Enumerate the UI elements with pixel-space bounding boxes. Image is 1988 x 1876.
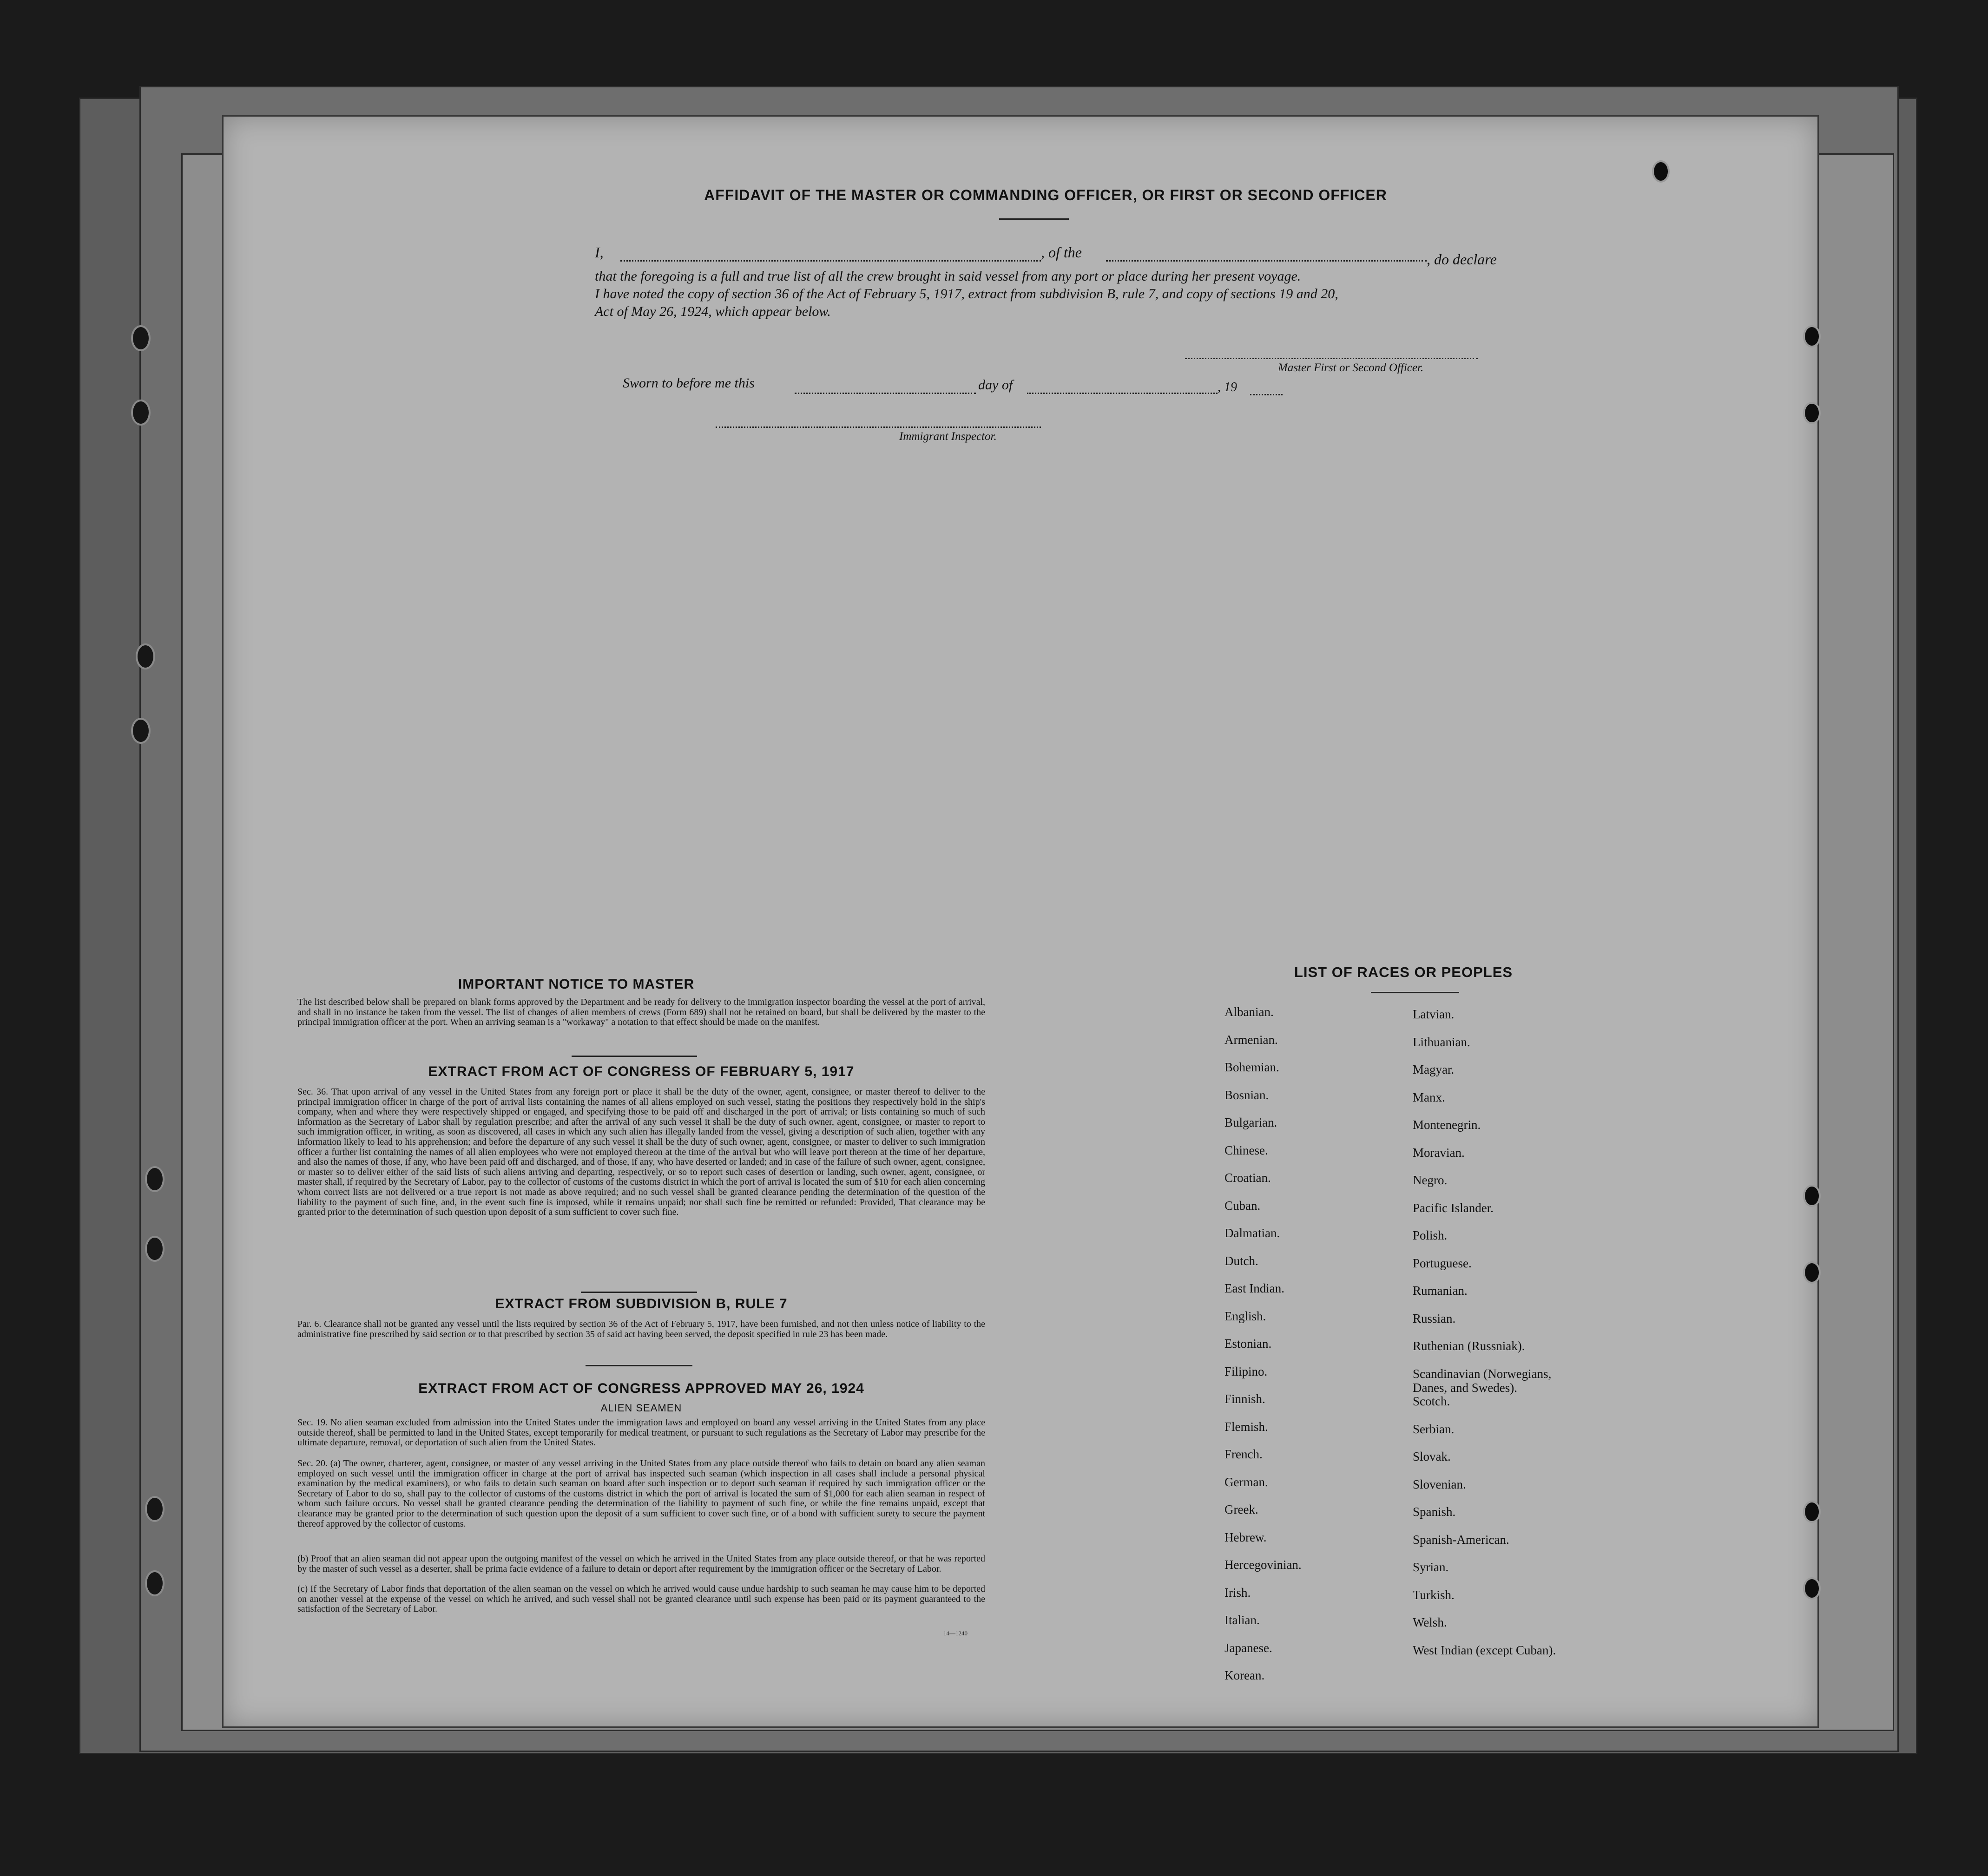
notice-text: The list described below shall be prepared on blank forms approved by the Department and be ready for delivery to the immigration inspector boarding the vessel at the port of arrival, and shall in no instance be taken from the vessel. The list of changes of alien members of crews (Form 689) shall not be retained on board, but shall be delivered by the master to the principal immigration officer at the port. When an arriving seaman is a "workaway" a notation to that effect should be made on the manifest. (297, 997, 985, 1028)
race-item: Lithuanian. (1413, 1035, 1470, 1049)
officer-signature-label: Master First or Second Officer. (1278, 361, 1424, 374)
race-item: Scandinavian (Norwegians, Danes, and Swedes). (1413, 1366, 1552, 1395)
binder-hole (145, 1570, 165, 1596)
sworn-year-field[interactable] (1250, 394, 1283, 395)
race-item: Latvian. (1413, 1007, 1455, 1021)
inspector-label: Immigrant Inspector. (899, 430, 997, 443)
race-item: Dalmatian. (1224, 1226, 1280, 1240)
binder-hole (131, 400, 151, 426)
race-item: Estonian. (1224, 1337, 1272, 1351)
race-item: Dutch. (1224, 1253, 1258, 1268)
race-item: Croatian. (1224, 1171, 1271, 1185)
race-item: Polish. (1413, 1228, 1448, 1242)
race-item: Finnish. (1224, 1392, 1265, 1406)
sworn-label: Sworn to before me this (623, 375, 755, 391)
binder-hole (145, 1166, 165, 1192)
divider (572, 1056, 697, 1057)
race-item: Albanian. (1224, 1005, 1274, 1019)
binder-hole (1803, 1501, 1821, 1523)
affidavit-statement: Act of May 26, 1924, which appear below. (595, 304, 831, 319)
race-item: Armenian. (1224, 1032, 1278, 1047)
race-item: East Indian. (1224, 1281, 1284, 1295)
race-item: Ruthenian (Russniak). (1413, 1339, 1525, 1353)
binder-hole (131, 718, 151, 744)
day-of-label: day of (978, 377, 1013, 393)
race-item: French. (1224, 1447, 1263, 1461)
race-item: Japanese. (1224, 1640, 1272, 1655)
race-item: Hebrew. (1224, 1530, 1267, 1544)
race-item: Rumanian. (1413, 1284, 1468, 1298)
affidavit-statement: I have noted the copy of section 36 of the Act of February 5, 1917, extract from subdivision B, rule 7, and copy of sections 19 and 20, (595, 286, 1338, 302)
binder-hole (131, 325, 151, 351)
race-item: Filipino. (1224, 1364, 1268, 1378)
binder-hole (1803, 325, 1821, 348)
extract-1924-subtitle: ALIEN SEAMEN (600, 1402, 682, 1414)
extract-rule7-text: Par. 6. Clearance shall not be granted any vessel until the lists required by section 36 of the Act of February 5, 1917, have been furnished, and not then unless notice of liability to the administrative fine prescribed by said section or to that prescribed by section 35 of said act having been served, the deposit specified in rule 23 has been made. (297, 1319, 985, 1339)
form-number: 14—1240 (943, 1630, 968, 1637)
race-item: Slovak. (1413, 1450, 1451, 1463)
of-the-label: , of the (1041, 244, 1082, 261)
race-item: Negro. (1413, 1173, 1448, 1187)
officer-signature-field[interactable] (1185, 358, 1478, 359)
race-item: Hercegovinian. (1224, 1558, 1302, 1572)
sworn-day-field[interactable] (795, 393, 976, 394)
races-left-column (1224, 1005, 1387, 1696)
affidavit-statement: that the foregoing is a full and true list of all the crew brought in said vessel from any port or place during her present voyage. (595, 269, 1301, 284)
inspector-signature-field[interactable] (716, 426, 1041, 428)
extract-1924-title: EXTRACT FROM ACT OF CONGRESS APPROVED MAY 26, 1924 (418, 1381, 864, 1396)
race-item: Syrian. (1413, 1560, 1449, 1574)
race-item: Greek. (1224, 1502, 1258, 1516)
notice-title: IMPORTANT NOTICE TO MASTER (458, 977, 695, 992)
declarant-label: I, (595, 244, 604, 261)
race-item: West Indian (except Cuban). (1413, 1643, 1556, 1657)
race-item: Scotch. (1413, 1394, 1450, 1408)
race-item: Bosnian. (1224, 1088, 1269, 1102)
race-item: Turkish. (1413, 1587, 1455, 1602)
binder-hole (136, 643, 155, 669)
race-item: Russian. (1413, 1311, 1456, 1325)
race-item: Pacific Islander. (1413, 1200, 1494, 1215)
extract-rule7-title: EXTRACT FROM SUBDIVISION B, RULE 7 (495, 1296, 788, 1312)
divider (581, 1292, 697, 1293)
race-item: Welsh. (1413, 1615, 1447, 1629)
year-label: , 19 (1218, 380, 1237, 394)
do-declare-label: , do declare (1427, 251, 1497, 268)
divider (999, 218, 1069, 220)
race-item: Irish. (1224, 1585, 1251, 1600)
extract-1917-title: EXTRACT FROM ACT OF CONGRESS OF FEBRUARY 5, 1917 (428, 1064, 855, 1079)
race-item: Serbian. (1413, 1422, 1455, 1436)
binder-hole (1803, 1185, 1821, 1207)
race-item: Bohemian. (1224, 1060, 1279, 1074)
binder-hole (1803, 402, 1821, 424)
extract-1924-sec20b: (b) Proof that an alien seaman did not appear upon the outgoing manifest of the vessel on which he arrived in the United States from any place outside thereof, or that he was reported by the master of such vessel as a deserter, shall be prima facie evidence of a failure to detain or deport after requirement by the immigration officer or the Secretary of Labor. (297, 1554, 985, 1574)
race-item: Chinese. (1224, 1143, 1268, 1157)
extract-1924-sec20c: (c) If the Secretary of Labor finds that deportation of the alien seaman on the vessel on which he arrived would cause undue hardship to such seaman he may cause him to be deported on another vessel at the expense of the vessel on which he arrived, and such vessel shall not be granted clearance until such expense has been paid or its payment guaranteed to the satisfaction of the Secretary of Labor. (297, 1584, 985, 1614)
race-item: Korean. (1224, 1668, 1265, 1682)
binder-hole (1803, 1261, 1821, 1284)
races-title: LIST OF RACES OR PEOPLES (1294, 964, 1513, 980)
declarant-name-field[interactable] (620, 260, 1041, 262)
race-item: Italian. (1224, 1613, 1260, 1627)
race-item: Manx. (1413, 1090, 1445, 1104)
binder-hole (145, 1236, 165, 1262)
race-item: Bulgarian. (1224, 1115, 1277, 1129)
extract-1924-sec20a: Sec. 20. (a) The owner, charterer, agent, consignee, or master of any vessel arriving in the United States from any place outside thereof who fails to detain on board any alien seaman employed on such vessel until the immigration officer in charge at the port of arrival has inspected such seaman (which inspection in all cases shall include a personal physical examination by the medical examiners), or who fails to detain such seaman on board after such inspection or to deport such seaman if required by such immigration officer or the Secretary of Labor to do so, shall pay to the collector of customs of the customs district in which the port of arrival is located the sum of $1,000 for each alien seaman in respect of whom such failure occurs. No vessel shall be granted clearance pending the determination of the liability to payment of such fine, or while the fine remains unpaid, except that clearance may be granted prior to the determination of such question upon the deposit of a sum sufficient to cover such fine, or of a bond with sufficient surety to secure the payment thereof approved by the collector of customs. (297, 1458, 985, 1529)
binder-hole (145, 1496, 165, 1522)
divider (586, 1365, 692, 1366)
race-item: Flemish. (1224, 1419, 1268, 1434)
sworn-month-field[interactable] (1027, 393, 1218, 394)
divider (1371, 992, 1459, 993)
binder-hole (1652, 160, 1670, 183)
extract-1917-text: Sec. 36. That upon arrival of any vessel in the United States from any foreign port or place it shall be the duty of the owner, agent, consignee, or master thereof to deliver to the principal immigration officer in charge of the port of arrival lists containing the names of all aliens employed on such vessel, stating the positions they respectively hold in the ship's company, when and where they were respectively shipped or engaged, and specifying those to be paid off and discharged in the port of arrival; or lists containing so much of such information as the Secretary of Labor shall by regulation prescribe; and after the arrival of any such vessel it shall be the duty of such owner, agent, consignee, or master to report to such immigration officer, in writing, as soon as discovered, all cases in which any such alien has illegally landed from the vessel, giving a description of such alien, together with any information likely to lead to his apprehension; and before the departure of any such vessel it shall be the duty of such owner, agent, consignee, or master to deliver to such immigration officer a further list containing the names of all alien employees who were not employed thereon at the time of the arrival but who will leave port thereon at the time of her departure, and also the names of those, if any, who have been paid off and discharged, and of those, if any, who have deserted or landed; and in case of the failure of such owner, agent, consignee, or master so to deliver either of the said lists of such aliens arriving and departing, respectively, or so to report such cases of desertion or landing, such owner, agent, consignee, or master shall, if required by the Secretary of Labor, pay to the collector of customs of the customs district in which the port of arrival is located the sum of $10 for each alien concerning whom correct lists are not delivered or a true report is not made as above required; and no such vessel shall be granted clearance pending the determination of the question of the liability to the payment of such fine, and, in the event such fine is imposed, while it remains unpaid; nor shall such fine be remitted or refunded: Provided, That clearance may be granted prior to the determination of such question upon deposit of a sum sufficient to cover such fine. (297, 1087, 985, 1218)
race-item: Spanish. (1413, 1505, 1456, 1519)
race-item: Portuguese. (1413, 1256, 1472, 1270)
race-item: German. (1224, 1475, 1268, 1489)
race-item: English. (1224, 1309, 1266, 1323)
race-item: Magyar. (1413, 1063, 1455, 1076)
race-item: Moravian. (1413, 1145, 1465, 1160)
race-item: Slovenian. (1413, 1477, 1466, 1491)
affidavit-title: AFFIDAVIT OF THE MASTER OR COMMANDING OFFICER, OR FIRST OR SECOND OFFICER (704, 187, 1387, 203)
races-right-column (1413, 1007, 1654, 1671)
race-item: Cuban. (1224, 1198, 1261, 1213)
vessel-name-field[interactable] (1106, 260, 1427, 262)
extract-1924-sec19: Sec. 19. No alien seaman excluded from admission into the United States under the immigration laws and employed on board any vessel arriving in the United States from any place outside thereof, shall be permitted to land in the United States, except temporarily for medical treatment, or pursuant to such regulations as the Secretary of Labor may prescribe for the ultimate departure, removal, or deportation of such alien from the United States. (297, 1417, 985, 1448)
binder-hole (1803, 1577, 1821, 1600)
race-item: Montenegrin. (1413, 1118, 1481, 1132)
race-item: Spanish-American. (1413, 1532, 1509, 1547)
